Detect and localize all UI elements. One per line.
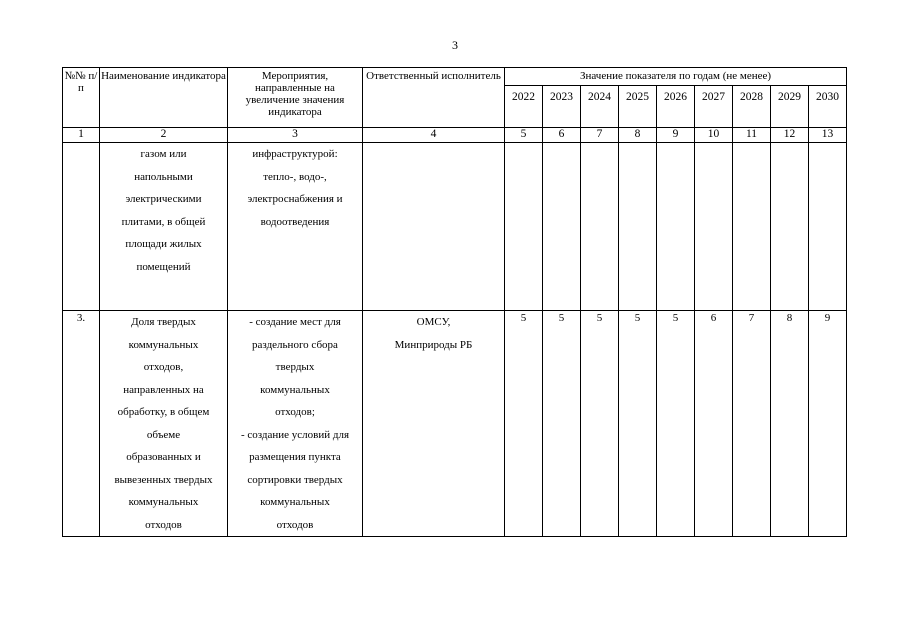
measures-line: тепло-, водо-, bbox=[263, 170, 327, 183]
column-number: 12 bbox=[771, 128, 809, 143]
measures-line: инфраструктурой: bbox=[252, 148, 338, 160]
column-number: 8 bbox=[619, 128, 657, 143]
measures-line: раздельного сбора bbox=[252, 338, 338, 351]
header-year: 2023 bbox=[543, 86, 581, 128]
name-line: газом или bbox=[140, 148, 187, 160]
header-name: Наименование индикатора bbox=[100, 68, 228, 128]
measures-line: коммунальных bbox=[260, 383, 330, 396]
measures-line: твердых bbox=[275, 361, 315, 373]
column-number: 9 bbox=[657, 128, 695, 143]
row-num: 3. bbox=[63, 311, 100, 537]
value-cell: 5 bbox=[581, 311, 619, 537]
name-line: электрическими bbox=[125, 193, 202, 205]
header-years-group: Значение показателя по годам (не менее) bbox=[505, 68, 847, 86]
name-line: объеме bbox=[146, 428, 181, 441]
row-num bbox=[63, 143, 100, 311]
name-line: коммунальных bbox=[128, 338, 199, 351]
header-year: 2027 bbox=[695, 86, 733, 128]
column-number: 2 bbox=[100, 128, 228, 143]
measures-line: сортировки твердых bbox=[247, 473, 343, 486]
column-number: 1 bbox=[63, 128, 100, 143]
value-cell: 9 bbox=[809, 311, 847, 537]
header-year: 2030 bbox=[809, 86, 847, 128]
column-number: 3 bbox=[228, 128, 363, 143]
name-line: направленных на bbox=[123, 383, 204, 396]
value-cell bbox=[619, 143, 657, 311]
value-cell bbox=[809, 143, 847, 311]
value-cell: 8 bbox=[771, 311, 809, 537]
measures-line: отходов bbox=[276, 518, 314, 531]
row-measures bbox=[228, 143, 363, 311]
measures-line: коммунальных bbox=[260, 496, 330, 508]
name-line: помещений bbox=[136, 260, 191, 273]
value-cell bbox=[733, 143, 771, 311]
header-year: 2024 bbox=[581, 86, 619, 128]
name-line: напольными bbox=[134, 170, 193, 183]
column-number: 11 bbox=[733, 128, 771, 143]
column-number: 5 bbox=[505, 128, 543, 143]
name-line: Доля твердых bbox=[131, 316, 196, 328]
indicator-table bbox=[62, 67, 847, 537]
page-number: 3 bbox=[452, 38, 458, 52]
row-name bbox=[100, 143, 228, 311]
value-cell: 5 bbox=[505, 311, 543, 537]
column-number: 7 bbox=[581, 128, 619, 143]
name-line: образованных и bbox=[126, 451, 201, 463]
column-number: 13 bbox=[809, 128, 847, 143]
row-responsible bbox=[363, 311, 505, 537]
table-row bbox=[63, 143, 847, 311]
header-year: 2028 bbox=[733, 86, 771, 128]
header-measures: Мероприятия, направленные на увеличение значения индикатора bbox=[228, 68, 363, 128]
value-cell bbox=[695, 143, 733, 311]
row-responsible bbox=[363, 143, 505, 311]
measures-line: размещения пункта bbox=[249, 451, 341, 463]
value-cell bbox=[543, 143, 581, 311]
value-cell: 7 bbox=[733, 311, 771, 537]
value-cell: 5 bbox=[657, 311, 695, 537]
header-year: 2029 bbox=[771, 86, 809, 128]
name-line: коммунальных bbox=[128, 496, 199, 508]
column-number: 4 bbox=[363, 128, 505, 143]
header-num: №№ п/п bbox=[63, 68, 100, 128]
value-cell: 5 bbox=[543, 311, 581, 537]
header-responsible: Ответственный исполнитель bbox=[363, 68, 505, 128]
value-cell bbox=[771, 143, 809, 311]
header-year: 2025 bbox=[619, 86, 657, 128]
measures-line: электроснабжения и bbox=[247, 193, 343, 205]
name-line: обработку, в общем bbox=[117, 406, 210, 418]
row-measures bbox=[228, 311, 363, 537]
value-cell: 5 bbox=[619, 311, 657, 537]
table-row bbox=[63, 311, 847, 537]
value-cell: 6 bbox=[695, 311, 733, 537]
name-line: вывезенных твердых bbox=[114, 473, 213, 486]
header-year: 2026 bbox=[657, 86, 695, 128]
value-cell bbox=[505, 143, 543, 311]
value-cell bbox=[581, 143, 619, 311]
responsible-line: Минприроды РБ bbox=[394, 338, 473, 351]
value-cell bbox=[657, 143, 695, 311]
responsible-line: ОМСУ, bbox=[416, 316, 451, 328]
name-line: отходов, bbox=[143, 361, 184, 373]
header-year: 2022 bbox=[505, 86, 543, 128]
measures-line: - создание условий для bbox=[240, 428, 350, 441]
name-line: отходов bbox=[145, 518, 182, 531]
measures-line: - создание мест для bbox=[249, 316, 341, 328]
measures-line: водоотведения bbox=[260, 215, 330, 228]
column-number: 10 bbox=[695, 128, 733, 143]
name-line: плитами, в общей bbox=[121, 215, 206, 228]
measures-line: отходов; bbox=[275, 406, 315, 418]
column-number: 6 bbox=[543, 128, 581, 143]
name-line: площади жилых bbox=[125, 238, 202, 250]
row-name bbox=[100, 311, 228, 537]
